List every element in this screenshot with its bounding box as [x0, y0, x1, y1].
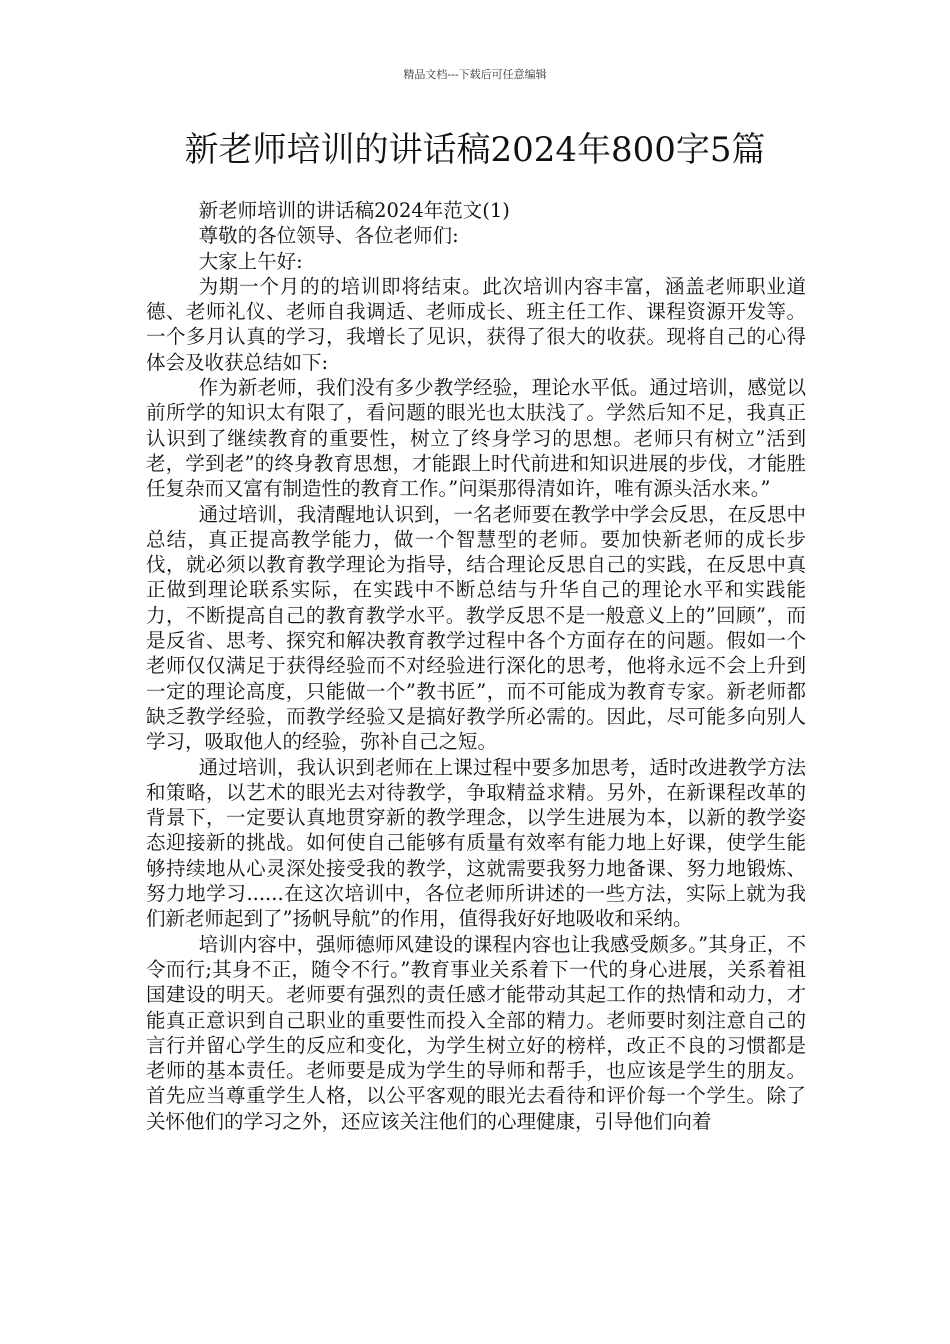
- paragraph-subtitle: 新老师培训的讲话稿2024年范文(1): [198, 199, 510, 222]
- header-note: 精品文档---下载后可任意编辑: [403, 68, 547, 81]
- paragraph-body: 作为新老师，我们没有多少教学经验，理论水平低。通过培训，感觉以前所学的知识太有限了，看问题的眼光也太肤浅了。学然后知不足，我真正认识到了继续教育的重要性，树立了终身学习的思想。老师只有树立”活到老，学到老”的终身教育思想，才能跟上时代前进和知识进展的步伐，才能胜任复杂而又富有制造性的教育工作。”问渠那得清如许，唯有源头活水来。”: [146, 376, 806, 501]
- document-body: [146, 198, 806, 1134]
- paragraph-salutation: 尊敬的各位领导、各位老师们:: [198, 224, 459, 248]
- paragraph-body: 通过培训，我认识到老师在上课过程中要多加思考，适时改进教学方法和策略，以艺术的眼光去对待教学，争取精益求精。另外，在新课程改革的背景下，一定要认真地贯穿新的教学理念，以学生进展为本，以新的教学姿态迎接新的挑战。如何使自己能够有质量有效率有能力地上好课，使学生能够持续地从心灵深处接受我的教学，这就需要我努力地备课、努力地锻炼、努力地学习......在这次培训中，各位老师所讲述的一些方法，实际上就为我们新老师起到了”扬帆导航”的作用，值得我好好地吸收和采纳。: [146, 755, 806, 931]
- paragraph-body: 培训内容中，强师德师风建设的课程内容也让我感受颇多。”其身正，不令而行;其身不正，随令不行。”教育事业关系着下一代的身心进展，关系着祖国建设的明天。老师要有强烈的责任感才能带动其起工作的热情和动力，才能真正意识到自己职业的重要性而投入全部的精力。老师要时刻注意自己的言行并留心学生的反应和变化，为学生树立好的榜样，改正不良的习惯都是老师的基本责任。老师要是成为学生的导师和帮手，也应该是学生的朋友。首先应当尊重学生人格，以公平客观的眼光去看待和评价每一个学生。除了关怀他们的学习之外，还应该关注他们的心理健康，引导他们向着: [146, 932, 806, 1133]
- paragraph-greeting: 大家上午好:: [198, 249, 303, 273]
- document-title: 新老师培训的讲话稿2024年800字5篇: [184, 130, 766, 170]
- paragraph-body: 为期一个月的的培训即将结束。此次培训内容丰富，涵盖老师职业道德、老师礼仪、老师自我调适、老师成长、班主任工作、课程资源开发等。一个多月认真的学习，我增长了见识，获得了很大的收获。现将自己的心得体会及收获总结如下:: [146, 274, 806, 374]
- paragraph-body: 通过培训，我清醒地认识到，一名老师要在教学中学会反思，在反思中总结，真正提高教学能力，做一个智慧型的老师。要加快新老师的成长步伐，就必须以教育教学理论为指导，结合理论反思自己的实践，在反思中真正做到理论联系实际，在实践中不断总结与升华自己的理论水平和实践能力，不断提高自己的教育教学水平。教学反思不是一般意义上的”回顾”，而是反省、思考、探究和解决教育教学过程中各个方面存在的问题。假如一个老师仅仅满足于获得经验而不对经验进行深化的思考，他将永远不会上升到一定的理论高度，只能做一个”教书匠”，而不可能成为教育专家。新老师都缺乏教学经验，而教学经验又是搞好教学所必需的。因此，尽可能多向别人学习，吸取他人的经验，弥补自己之短。: [146, 502, 806, 754]
